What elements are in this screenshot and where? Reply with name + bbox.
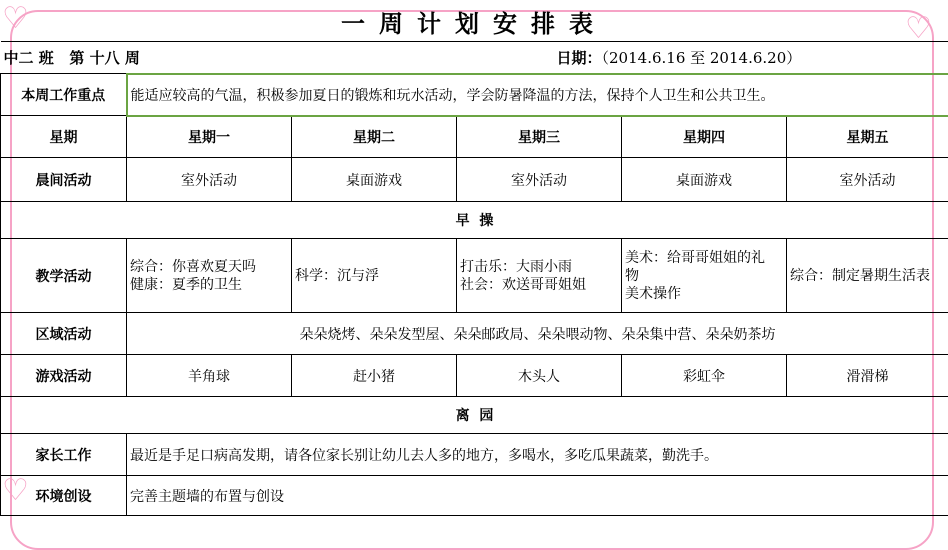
- morning-tue: 桌面游戏: [292, 158, 457, 202]
- focus-row: [1, 74, 948, 116]
- class-week-cell: [1, 42, 457, 74]
- teaching-wed-line: 社会：欢送哥哥姐姐: [460, 276, 618, 294]
- teaching-tue-line: 科学：沉与浮: [295, 267, 453, 285]
- teaching-thu-line: 美术：给哥哥姐姐的礼: [625, 249, 783, 267]
- header-row: [1, 116, 948, 158]
- teaching-fri: [787, 239, 948, 313]
- date-value: （2014.6.16 至 2014.6.20）: [602, 49, 802, 67]
- class-label: 中二 班: [4, 49, 54, 67]
- area-text: 朵朵烧烤、朵朵发型屋、朵朵邮政局、朵朵喂动物、朵朵集中营、朵朵奶茶坊: [127, 313, 948, 355]
- page-title: 一周计划安排表: [0, 4, 948, 39]
- area-label: 区域活动: [1, 313, 127, 355]
- teaching-tue: [292, 239, 457, 313]
- weekday-header-fri: 星期五: [787, 116, 948, 158]
- weekday-header-tue: 星期二: [292, 116, 457, 158]
- focus-text: 能适应较高的气温，积极参加夏日的锻炼和玩水活动，学会防暑降温的方法，保持个人卫生和公共卫生。: [127, 74, 948, 116]
- teaching-mon: [127, 239, 292, 313]
- exercise-row: [1, 202, 948, 239]
- focus-label: 本周工作重点: [1, 74, 127, 116]
- date-label: 日期：: [557, 49, 602, 67]
- info-row: [1, 42, 948, 74]
- teaching-mon-line: 健康：夏季的卫生: [130, 276, 288, 294]
- heart-icon-bottom-left: ♡: [2, 476, 29, 506]
- leave-label: 离 园: [1, 397, 948, 434]
- teaching-row: [1, 239, 948, 313]
- weekly-plan-table: [0, 41, 948, 516]
- games-thu: 彩虹伞: [622, 355, 787, 397]
- teaching-mon-line: 综合：你喜欢夏天吗: [130, 258, 288, 276]
- date-cell: [457, 42, 948, 74]
- morning-label: 晨间活动: [1, 158, 127, 202]
- morning-wed: 室外活动: [457, 158, 622, 202]
- teaching-thu: [622, 239, 787, 313]
- exercise-label: 早 操: [1, 202, 948, 239]
- games-wed: 木头人: [457, 355, 622, 397]
- morning-fri: 室外活动: [787, 158, 948, 202]
- games-fri: 滑滑梯: [787, 355, 948, 397]
- teaching-thu-line: 物: [625, 267, 783, 285]
- weekday-header-thu: 星期四: [622, 116, 787, 158]
- weekday-header-label: 星期: [1, 116, 127, 158]
- parents-text: 最近是手足口病高发期，请各位家长别让幼儿去人多的地方，多喝水，多吃瓜果蔬菜，勤洗手。: [127, 434, 948, 476]
- games-tue: 赶小猪: [292, 355, 457, 397]
- environment-label: 环境创设: [1, 476, 127, 516]
- heart-icon-top-right: ♡: [905, 14, 932, 44]
- morning-thu: 桌面游戏: [622, 158, 787, 202]
- morning-row: [1, 158, 948, 202]
- games-mon: 羊角球: [127, 355, 292, 397]
- teaching-thu-line: 美术操作: [625, 285, 783, 303]
- teaching-wed-line: 打击乐：大雨小雨: [460, 258, 618, 276]
- teaching-wed: [457, 239, 622, 313]
- games-label: 游戏活动: [1, 355, 127, 397]
- games-row: [1, 355, 948, 397]
- weekday-header-wed: 星期三: [457, 116, 622, 158]
- morning-mon: 室外活动: [127, 158, 292, 202]
- teaching-fri-line: 综合：制定暑期生活表: [790, 267, 945, 285]
- environment-text: 完善主题墙的布置与创设: [127, 476, 948, 516]
- leave-row: [1, 397, 948, 434]
- heart-icon-top-left: ♡: [2, 4, 29, 34]
- weekday-header-mon: 星期一: [127, 116, 292, 158]
- parents-label: 家长工作: [1, 434, 127, 476]
- parents-row: [1, 434, 948, 476]
- area-row: [1, 313, 948, 355]
- environment-row: [1, 476, 948, 516]
- week-label: 第 十八 周: [69, 49, 139, 67]
- teaching-label: 教学活动: [1, 239, 127, 313]
